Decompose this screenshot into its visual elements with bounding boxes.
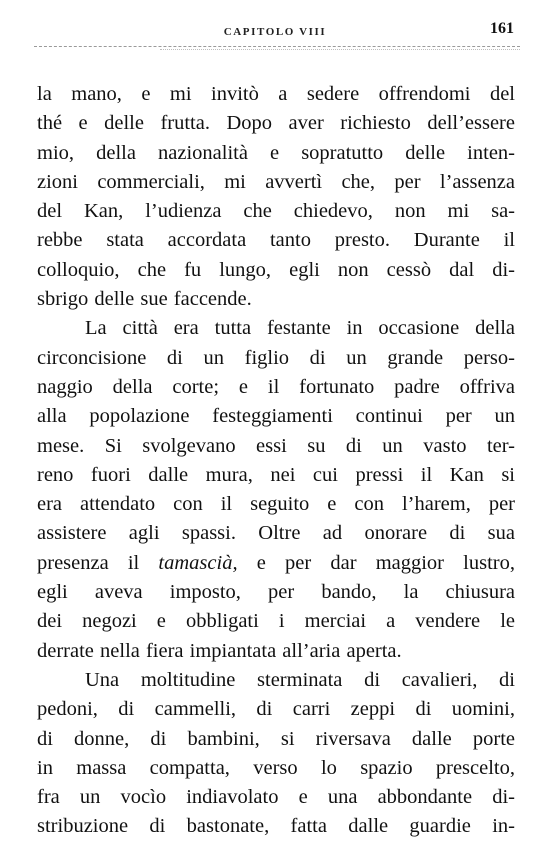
text-line: mio, della nazionalità e sopratutto delle inten- (37, 141, 515, 164)
page-header (30, 18, 520, 52)
text-line: egli aveva imposto, per bando, la chiusura (37, 581, 515, 604)
text-line: Una moltitudine sterminata di cavalieri, di (85, 668, 515, 691)
page-number: 161 (490, 20, 514, 37)
text-line: reno fuori dalle mura, nei cui pressi il Kan si (37, 463, 515, 486)
italic-term: tamascià, (158, 551, 238, 574)
text-fragment: presenza il (37, 551, 159, 574)
text-line: alla popolazione festeggiamenti continui per un (37, 405, 515, 428)
text-line: fra un vocìo indiavolato e una abbondante di- (37, 786, 515, 809)
text-line: stribuzione di bastonate, fatta dalle guardie in- (37, 815, 515, 838)
text-line: derrate nella fiera impiantata all’aria aperta. (37, 639, 402, 662)
text-line: era attendato con il seguito e con l’harem, per (37, 493, 515, 516)
text-line: circoncisione di un figlio di un grande perso- (37, 346, 515, 369)
text-line: la mano, e mi invitò a sedere offrendomi del (37, 83, 515, 105)
text-line: pedoni, di cammelli, di carri zeppi di uomini, (37, 698, 515, 721)
text-line: del Kan, l’udienza che chiedevo, non mi sa- (37, 200, 515, 223)
running-title: CAPITOLO VIII (223, 26, 327, 38)
header-rule-secondary (160, 49, 520, 50)
text-line: sbrigo delle sue faccende. (37, 288, 252, 311)
text-line: naggio della corte; e il fortunato padre offriva (37, 375, 515, 398)
text-line: mese. Si svolgevano essi su di un vasto ter- (37, 434, 515, 457)
text-line (37, 549, 515, 578)
text-line: thé e delle frutta. Dopo aver richiesto dell’essere (37, 112, 515, 135)
text-line: assistere agli spassi. Oltre ad onorare di sua (37, 522, 515, 545)
text-line: zioni commerciali, mi avvertì che, per l’assenza (37, 170, 515, 193)
text-line: dei negozi e obbligati i merciai a vendere le (37, 610, 515, 633)
text-line: di donne, di bambini, si riversava dalle porte (37, 727, 515, 750)
text-fragment: e per dar maggior lustro, (237, 551, 515, 574)
text-line: rebbe stata accordata tanto presto. Durante il (37, 229, 515, 252)
text-line: La città era tutta festante in occasione della (85, 317, 515, 340)
body-text (37, 80, 515, 842)
header-rule (34, 46, 520, 47)
text-line: in massa compatta, verso lo spazio prescelto, (37, 756, 515, 779)
text-line: colloquio, che fu lungo, egli non cessò dal di- (37, 258, 515, 281)
